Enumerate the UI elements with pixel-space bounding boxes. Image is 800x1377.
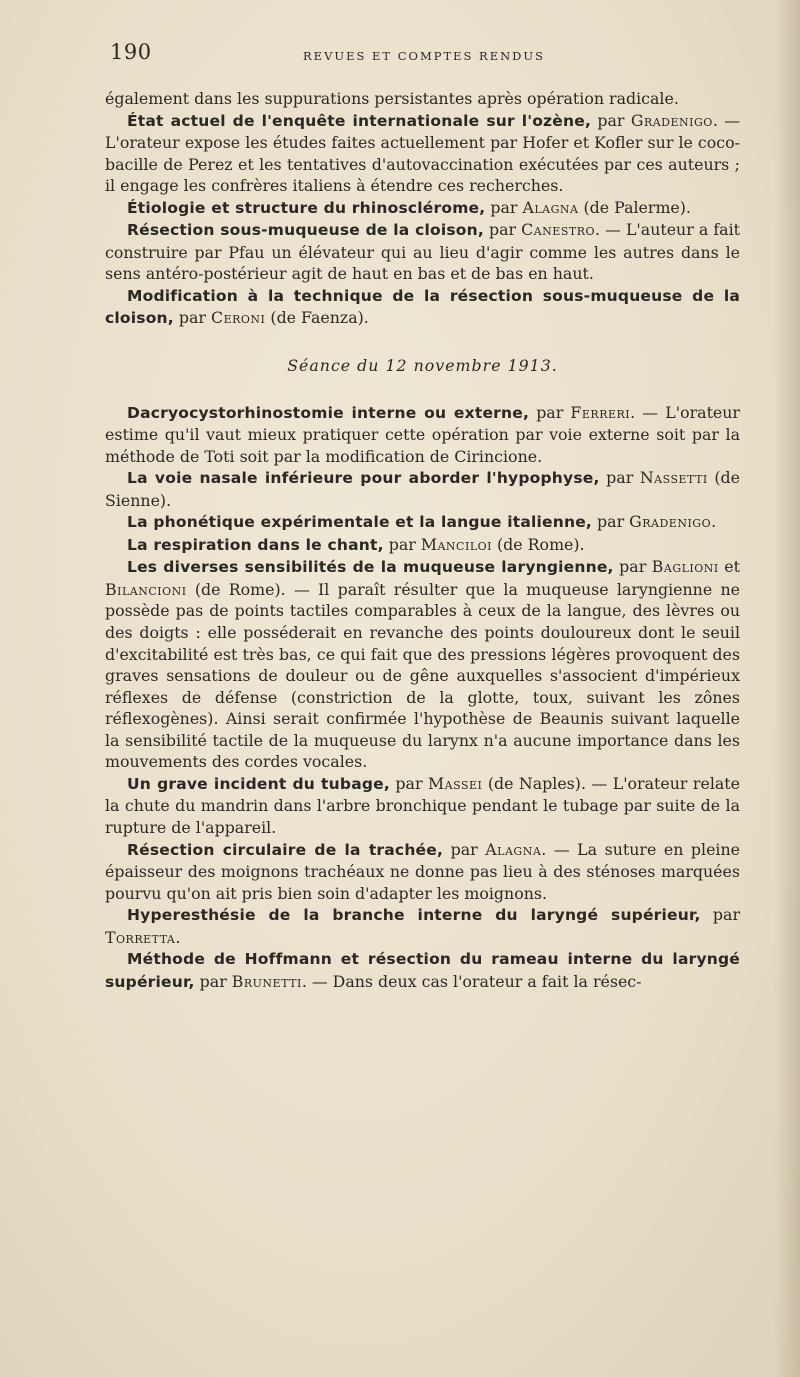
entry-summary: . — L'orateur expose les études faites actuellement par Hofer et Kofler sur le coco-bacille de Perez et les tentatives d'autovaccination exécutées par ces auteurs ; il engage les confrères italiens à étendre ces recherches. [105,110,740,196]
running-title: REVUES ET COMPTES RENDUS [303,49,545,63]
entry-summary: . — L'auteur a fait construire par Pfau un élévateur qui au lieu d'agir comme les autres dans le sens antéro-postérieur agit de haut en bas et de bas en haut. [105,220,740,284]
entry-title: Hyperesthésie de la branche interne du laryngé supérieur, [127,906,701,925]
entry-dacryocystorhinostomie: Dacryocystorhinostomie interne ou externe, par Ferreri. — L'orateur estime qu'il vaut mieux pratiquer cette opération par voie externe soit par la méthode de Toti soit par la modification de Cirincione. [105,402,740,466]
entry-summary: . — Il paraît résulter que la muqueuse laryngienne ne possède pas de points tactiles comparables à ceux de la langue, des lèvres ou des doigts : elle posséderait en revanche des points douloureux dont le seuil d'excitabilité est très bas, ce qui fait que des pressions légères provoquent des graves sensations de douleur ou de gêne auxquelles s'associent d'impérieux réflexes de défense (constriction de la glotte, toux, suivant les zônes réflexogènes). Ainsi serait confirmée l'hypothèse de Beaunis suivant laquelle la sensibilité tactile de la muqueuse du larynx n'a aucune importance dans les mouvements des cordes vocales. [105,579,741,772]
entry-sensibilites-laryngienne: Les diverses sensibilités de la muqueuse laryngienne, par Baglioni et Bilancioni (de Rome). — Il paraît résulter que la muqueuse laryngienne ne possède pas de points tactiles comparables à ceux de la langue, des lèvres ou des doigts : elle posséderait en revanche des points douloureux dont le seuil d'excitabilité est très bas, ce qui fait que des pressions légères provoquent des graves sensations de douleur ou de gêne auxquelles s'associent d'impérieux réflexes de défense (constriction de la glotte, toux, suivant les zônes réflexogènes). Ainsi serait confirmée l'hypothèse de Beaunis suivant laquelle la sensibilité tactile de la muqueuse du larynx n'a aucune importance dans les mouvements des cordes vocales. [105,557,741,772]
entry-rhinosclerome: Étiologie et structure du rhinosclérome, par Alagna (de Palerme). [127,197,691,217]
entry-title: Modification à la technique de la résection sous-muqueuse de la cloison, [105,286,740,328]
page-number: 190 [110,40,152,64]
entry-author: Manciloi [420,534,492,554]
entry-title: Résection sous-muqueuse de la cloison, [127,221,484,240]
entry-author: Alagna [485,839,542,859]
entry-respiration-chant: La respiration dans le chant, par Manciloi (de Rome). [127,534,585,554]
entry-methode-hoffmann: Méthode de Hoffmann et résection du rameau interne du laryngé supérieur, par Brunetti. — Dans deux cas l'orateur a fait la résec- [105,950,740,991]
entry-author: Brunetti [231,971,302,991]
entry-hyperesthesie: Hyperesthésie de la branche interne du laryngé supérieur, par Torretta. [105,905,740,947]
entry-author: Torretta [105,927,176,947]
entry-author: Baglioni [651,557,719,577]
entry-hypophyse: La voie nasale inférieure pour aborder l'hypophyse, par Nassetti (de Sienne). [105,468,740,510]
page-header [107,40,741,74]
entry-author: Ferreri [570,402,631,422]
entry-coauthor: Bilancioni [105,579,187,599]
entry-title: Résection circulaire de la trachée, [127,840,444,859]
entry-author: Gradenigo [629,512,712,532]
entry-ozene: État actuel de l'enquête internationale sur l'ozène, par Gradenigo. — L'orateur expose les études faites actuellement par Hofer et Kofler sur le coco-bacille de Perez et les tentatives d'autovaccination exécutées par ces auteurs ; il engage les confrères italiens à étendre ces recherches. [105,110,740,196]
entry-summary: . — L'orateur relate la chute du mandrin dans l'arbre bronchique pendant le tubage par suite de la rupture de l'appareil. [105,773,740,837]
entry-summary: . — La suture en pleine épaisseur des moignons trachéaux ne donne pas lieu à des sténoses marquées pourvu qu'on ait pris bien soin d'adapter les moignons. [105,839,740,903]
entry-title: Les diverses sensibilités de la muqueuse laryngienne, [127,558,614,577]
entry-title: La phonétique expérimentale et la langue italienne, [127,513,593,532]
entry-title: Un grave incident du tubage, [127,774,390,793]
entry-summary: . — L'orateur estime qu'il vaut mieux pratiquer cette opération par voie externe soit par la méthode de Toti soit par la modification de Cirincione. [105,402,740,466]
entry-resection-trachee: Résection circulaire de la trachée, par Alagna. — La suture en pleine épaisseur des moignons trachéaux ne donne pas lieu à des sténoses marquées pourvu qu'on ait pris bien soin d'adapter les moignons. [105,839,740,903]
entry-author: Gradenigo [630,110,713,130]
article-body [105,88,740,993]
entry-incident-tubage: Un grave incident du tubage, par Massei (de Naples). — L'orateur relate la chute du mandrin dans l'arbre bronchique pendant le tubage par suite de la rupture de l'appareil. [105,773,740,837]
entry-title: Méthode de Hoffmann et résection du rameau interne du laryngé supérieur, [105,950,740,991]
entry-author: Canestro [521,220,595,240]
entry-title: La voie nasale inférieure pour aborder l'hypophyse, [127,469,600,488]
entry-summary: . — Dans deux cas l'orateur a fait la résec- [301,971,642,991]
entry-author: Ceroni [211,308,266,328]
page-edge-shadow [774,0,800,1377]
entry-title: Étiologie et structure du rhinosclérome, [127,198,486,217]
entry-phonetique: La phonétique expérimentale et la langue italienne, par Gradenigo. [127,512,717,532]
entry-author: Alagna [522,197,579,217]
entry-author: Massei [427,773,483,793]
entry-author: Nassetti [639,468,708,488]
entry-resection-cloison: Résection sous-muqueuse de la cloison, par Canestro. — L'auteur a fait construire par Pfau un élévateur qui au lieu d'agir comme les autres dans le sens antéro-postérieur agit de haut en bas et de bas en haut. [105,220,740,284]
entry-modification-technique: Modification à la technique de la résection sous-muqueuse de la cloison, par Ceroni (de Faenza). [105,286,740,328]
session-heading: Séance du 12 novembre 1913. [287,356,558,376]
entry-title: La respiration dans le chant, [127,535,384,554]
entry-title: État actuel de l'enquête internationale sur l'ozène, [127,111,592,130]
continuation-paragraph: également dans les suppurations persistantes après opération radicale. [105,89,679,108]
entry-title: Dacryocystorhinostomie interne ou externe, [127,403,530,422]
